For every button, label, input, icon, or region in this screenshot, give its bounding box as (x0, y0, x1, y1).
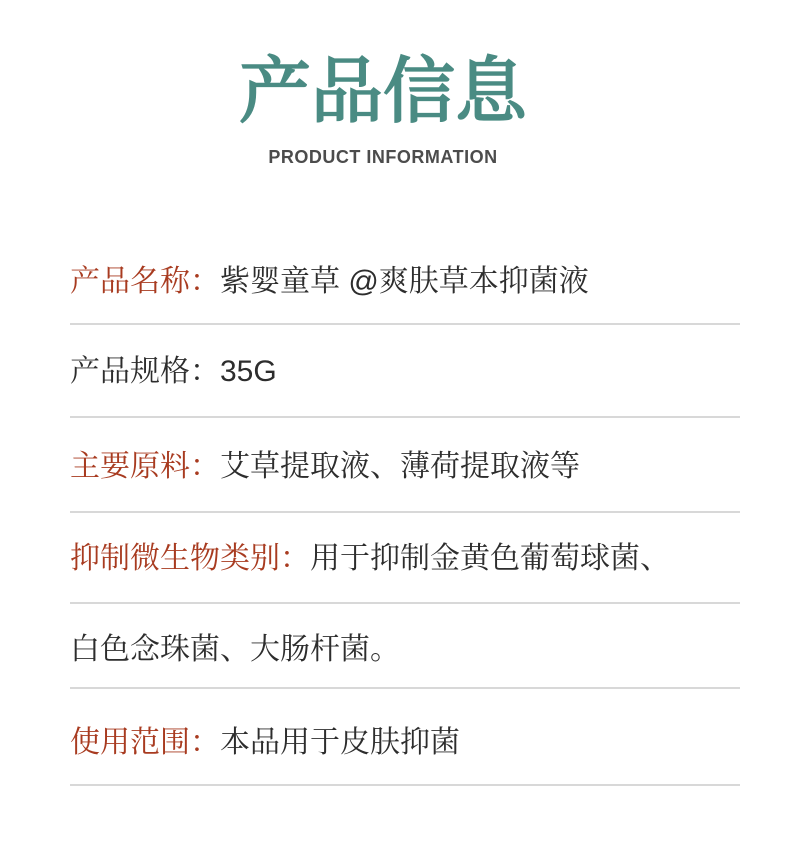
row-usage-scope (70, 723, 460, 763)
row-product-name (70, 262, 589, 302)
row-divider (70, 687, 740, 689)
row-divider (70, 602, 740, 604)
row-product-spec (70, 352, 277, 392)
row-value: 紫婴童草 @爽肤草本抑菌液 (220, 265, 589, 298)
row-divider (70, 511, 740, 513)
row-inhibited-microbes (70, 539, 670, 579)
row-divider (70, 416, 740, 418)
row-label: 主要原料： (70, 450, 220, 483)
page-subtitle: PRODUCT INFORMATION (268, 147, 498, 167)
row-label: 产品名称： (70, 265, 220, 298)
row-label: 抑制微生物类别： (70, 542, 310, 575)
row-value: 用于抑制金黄色葡萄球菌、 (310, 542, 670, 575)
row-label: 产品规格： (70, 355, 220, 388)
row-value: 35G (220, 355, 277, 388)
section-header (0, 52, 783, 166)
row-value: 白色念珠菌、大肠杆菌。 (70, 633, 400, 666)
row-main-ingredients (70, 447, 580, 487)
row-value: 艾草提取液、薄荷提取液等 (220, 450, 580, 483)
row-divider (70, 784, 740, 786)
row-divider (70, 323, 740, 325)
row-value: 本品用于皮肤抑菌 (220, 726, 460, 759)
row-label: 使用范围： (70, 726, 220, 759)
row-inhibited-microbes-continued (70, 630, 400, 670)
page-title: 产品信息 (238, 52, 527, 132)
